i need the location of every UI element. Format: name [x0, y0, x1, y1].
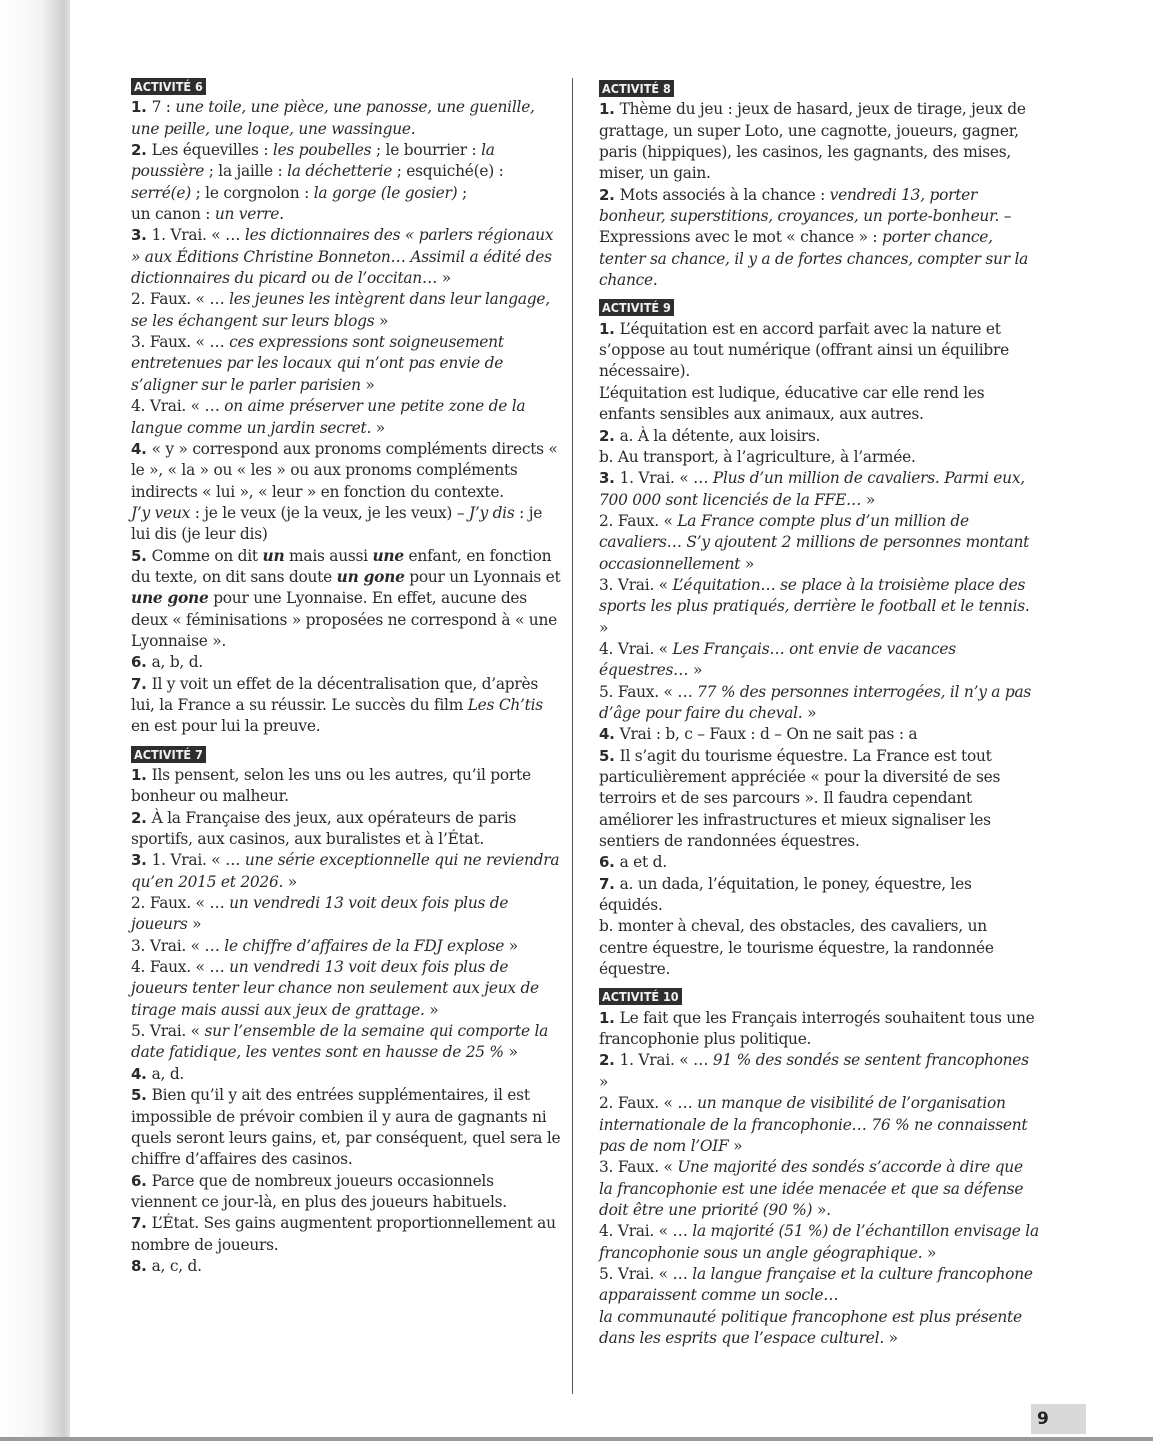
quote-text: 77 % des personnes interrogées, il n’y a pas d’âge pour faire du cheval.	[599, 682, 1032, 722]
answer-item	[599, 874, 1039, 981]
quote-text: on aime préserver une petite zone de la langue comme un jardin secret.	[131, 397, 526, 437]
answer-text: »	[599, 1072, 609, 1091]
answer-item	[599, 319, 1039, 426]
answer-item	[599, 511, 1039, 575]
answer-item	[599, 1157, 1039, 1221]
answer-item	[131, 97, 563, 140]
item-number: 1.	[599, 319, 620, 338]
item-number: 6.	[131, 1171, 152, 1190]
answer-item	[131, 225, 563, 289]
item-number: 3.	[131, 851, 152, 870]
answer-item	[131, 546, 563, 653]
answer-text: 1. Vrai. « …	[151, 851, 245, 870]
answer-item	[131, 1256, 563, 1277]
answer-text: 4. Vrai. «	[599, 639, 673, 658]
quote-text: un verre.	[214, 205, 284, 224]
answer-text: Comme on dit	[151, 546, 263, 565]
quote-text: les dictionnaires des « parlers régionaux » aux Éditions Christine Bonneton… Assimil a édité des dictionnaires du picard ou de l’occitan…	[131, 226, 554, 288]
answer-text: ; le bourrier :	[371, 141, 482, 160]
answer-text: »	[283, 872, 297, 891]
answer-item	[599, 468, 1039, 511]
activity-section	[131, 76, 563, 738]
answer-text: L’État. Ses gains augmentent proportionnellement au nombre de joueurs.	[131, 1214, 556, 1254]
activity-badge: ACTIVITÉ 10	[599, 988, 682, 1005]
quote-text: Une majorité des sondés s’accorde à dire que la francophonie est une idée menacée et que sa défense doit être une priorité (90 %)	[599, 1158, 1024, 1219]
answer-item	[131, 652, 563, 673]
quote-text: un vendredi 13 voit deux fois plus de joueurs tenter leur chance non seulement aux jeux de tirage mais aussi aux jeux de grattage.	[131, 958, 539, 1019]
item-number: 6.	[599, 853, 620, 872]
quote-text: J’y veux	[131, 503, 191, 522]
answer-text: »	[437, 269, 451, 288]
answer-item	[599, 185, 1039, 292]
answer-text: Il y voit un effet de la décentralisation que, d’après lui, la France a su réussir. Le succès du film	[131, 674, 539, 714]
answer-text: À la Française des jeux, aux opérateurs de paris sportifs, aux casinos, aux buralistes et à l’État.	[131, 808, 517, 849]
column-divider	[572, 78, 573, 1394]
item-number: 1.	[131, 98, 152, 117]
quote-text: une série exceptionnelle qui ne reviendra qu’en 2015 et 2026.	[131, 851, 560, 891]
answer-item	[131, 332, 563, 396]
quote-text: la gorge (le gosier)	[313, 183, 458, 202]
quote-text: Plus d’un million de cavaliers. Parmi eux, 700 000 sont licenciés de la FFE…	[599, 469, 1025, 509]
answer-item	[599, 1008, 1039, 1051]
quote-text: serré(e)	[131, 183, 191, 202]
activity-badge: ACTIVITÉ 6	[131, 78, 206, 95]
activity-section	[131, 744, 563, 1278]
answer-item	[599, 575, 1039, 639]
quote-text: les jeunes les intègrent dans leur langage, se les échangent sur leurs blogs	[131, 290, 550, 330]
answer-text: »	[424, 1000, 439, 1019]
answer-item	[131, 289, 563, 332]
item-number: 5.	[131, 546, 152, 565]
quote-text: la déchetterie	[287, 162, 393, 181]
answer-item	[131, 765, 563, 808]
answer-text: Bien qu’il y ait des entrées supplémentaires, il est impossible de prévoir combien il y aura de gagnants ni quels seront leurs gains, et, par conséquent, quel sera le chiffre d’affaires des casinos.	[131, 1086, 561, 1169]
item-number: 7.	[131, 1214, 152, 1233]
answer-text: 5. Vrai. « …	[599, 1264, 693, 1283]
answer-text: pour une Lyonnaise. En effet, aucune des deux « féminisations » proposées ne correspond à « une Lyonnaise ».	[131, 589, 557, 650]
answer-text: L’équitation est ludique, éducative car elle rend les enfants sensibles aux animaux, aux autres.	[599, 383, 985, 424]
item-number: 5.	[599, 746, 620, 765]
answer-text: 4. Vrai. « …	[599, 1222, 693, 1241]
answer-text: »	[503, 1043, 518, 1062]
activity-badge: ACTIVITÉ 7	[131, 746, 206, 763]
quote-text: Les Français… ont envie de vacances équestres…	[599, 639, 956, 680]
quote-text: vendredi 13, porter bonheur, superstitions, croyances, un porte-bonheur.	[599, 185, 1000, 226]
answer-text: »	[504, 936, 518, 955]
quote-text: Les Ch’tis	[467, 695, 543, 714]
item-number: 2.	[599, 185, 620, 204]
quote-text: la majorité (51 %) de l’échantillon envisage la francophonie sous un angle géographique.	[599, 1222, 1039, 1262]
emphasis-text: un	[262, 546, 285, 565]
quote-text: la langue française et la culture francophone apparaissent comme un socle…	[599, 1264, 1033, 1305]
answer-text: »	[688, 661, 703, 680]
answer-item	[599, 682, 1039, 725]
quote-text: les poubelles	[272, 141, 372, 160]
answer-text: 3. Faux. « …	[131, 333, 230, 352]
answer-text: Il s’agit du tourisme équestre. La France est tout particulièrement appréciée « pour la diversité de ses terroirs et de ses parcours ». Il faudra cependant améliorer les infrastructures et mieux signaliser les sentiers de randonnées équestres.	[599, 746, 1001, 851]
answer-text: Parce que de nombreux joueurs occasionnels viennent ce jour-là, en plus des joueurs habituels.	[131, 1171, 507, 1211]
activity-badge: ACTIVITÉ 9	[599, 299, 674, 316]
answer-text: 5. Vrai. «	[131, 1022, 205, 1041]
answer-item	[131, 808, 563, 851]
answer-text: »	[740, 554, 755, 573]
answer-text: 5. Faux. « …	[599, 682, 698, 701]
item-number: 3.	[599, 469, 620, 488]
answer-text: 2. Faux. « …	[131, 290, 230, 309]
answer-text: mais aussi	[284, 546, 373, 565]
item-number: 2.	[131, 808, 152, 827]
answer-item	[131, 1213, 563, 1256]
activity-badge: ACTIVITÉ 8	[599, 80, 674, 97]
answer-text: – Expressions avec le mot « chance » :	[599, 207, 1012, 247]
item-number: 1.	[131, 766, 152, 784]
answer-text: ».	[812, 1200, 831, 1219]
answer-item	[131, 140, 563, 225]
answer-item	[131, 936, 563, 957]
binding-gutter	[0, 0, 70, 1441]
answer-item	[599, 426, 1039, 469]
answer-item	[131, 1085, 563, 1170]
answer-item	[599, 852, 1039, 873]
item-number: 1.	[599, 100, 620, 119]
quote-text: porter chance, tenter sa chance, il y a de fortes chances, compter sur la chance.	[599, 228, 1029, 290]
item-number: 7.	[131, 674, 152, 693]
answer-text: Vrai : b, c – Faux : d – On ne sait pas : a	[619, 725, 918, 744]
activity-section	[599, 986, 1039, 1349]
item-number: 3.	[131, 226, 152, 245]
answer-text: »	[802, 703, 817, 722]
answer-text: b. Au transport, à l’agriculture, à l’armée.	[599, 447, 916, 466]
quote-text: 91 % des sondés se sentent francophones	[712, 1051, 1029, 1070]
answer-text: Mots associés à la chance :	[619, 185, 830, 204]
answer-item	[131, 1171, 563, 1214]
answer-text: ; esquiché(e) :	[392, 162, 504, 181]
left-column	[131, 76, 563, 1281]
answer-text: : je le veux (je la veux, je les veux) –	[190, 503, 469, 522]
answer-text: 4. Vrai. « …	[131, 397, 225, 416]
answer-text: a, d.	[151, 1064, 185, 1083]
answer-item	[599, 639, 1039, 682]
answer-text: a. un dada, l’équitation, le poney, équestre, les équidés.	[599, 874, 972, 915]
answer-text: 3. Vrai. «	[599, 575, 673, 594]
answer-item	[131, 1021, 563, 1064]
answer-text: 2. Faux. «	[599, 511, 678, 530]
answer-item	[131, 893, 563, 936]
page-bottom-edge	[0, 1437, 1153, 1441]
answer-text: b. monter à cheval, des obstacles, des cavaliers, un centre équestre, le tourisme équestre, la randonnée équestre.	[599, 917, 994, 979]
item-number: 2.	[599, 1051, 620, 1070]
answer-item	[599, 1221, 1039, 1264]
quote-text: le chiffre d’affaires de la FDJ explose	[224, 936, 505, 955]
answer-text: ; la jaille :	[204, 162, 288, 181]
answer-text: enfant, en fonction du texte, on dit sans doute	[131, 546, 552, 586]
answer-item	[131, 674, 563, 738]
answer-item	[599, 1050, 1039, 1093]
item-number: 1.	[599, 1008, 620, 1027]
quote-text: la communauté politique francophone est plus présente dans les esprits que l’espace culturel.	[599, 1307, 1022, 1347]
quote-text: L’équitation… se place à la troisième place des sports les plus pratiqués, derrière le football et le tennis.	[599, 575, 1030, 616]
answer-item	[599, 746, 1039, 853]
emphasis-text: une	[372, 546, 404, 565]
answer-text: L’équitation est en accord parfait avec la nature et s’oppose au tout numérique (offrant ainsi un équilibre nécessaire).	[599, 319, 1009, 381]
answer-text: un canon :	[131, 205, 215, 224]
answer-text: pour un Lyonnais et	[404, 567, 561, 586]
answer-text: en est pour lui la preuve.	[131, 717, 321, 736]
answer-text: a, b, d.	[151, 653, 203, 672]
item-number: 2.	[599, 426, 620, 445]
answer-text: ;	[457, 183, 467, 202]
answer-text: »	[861, 490, 876, 509]
answer-text: »	[187, 915, 202, 934]
answer-text: »	[371, 418, 385, 437]
item-number: 4.	[131, 439, 152, 458]
answer-text: Le fait que les Français interrogés souhaitent tous une francophonie plus politique.	[599, 1008, 1035, 1049]
quote-text: J’y dis	[468, 503, 515, 522]
quote-text: un vendredi 13 voit deux fois plus de joueurs	[131, 894, 509, 934]
activity-section	[599, 297, 1039, 980]
answer-text: »	[883, 1328, 898, 1347]
page-number: 9	[1031, 1404, 1086, 1434]
answer-text: 3. Vrai. « …	[131, 936, 225, 955]
answer-item	[131, 850, 563, 893]
quote-text: une toile, une pièce, une panosse, une guenille, une peille, une loque, une wassingue.	[131, 98, 535, 138]
answer-item	[131, 439, 563, 546]
answer-item	[131, 396, 563, 439]
answer-item	[131, 957, 563, 1021]
answer-text: »	[599, 618, 609, 637]
answer-text: 1. Vrai. « …	[619, 469, 713, 488]
answer-text: a. À la détente, aux loisirs.	[619, 426, 821, 445]
answer-item	[131, 1064, 563, 1085]
answer-text: a, c, d.	[151, 1256, 202, 1275]
quote-text: un manque de visibilité de l’organisation internationale de la francophonie… 76 % ne connaissent pas de nom l’OIF	[599, 1094, 1028, 1155]
answer-item	[599, 724, 1039, 745]
answer-text: »	[374, 311, 389, 330]
answer-text: a et d.	[619, 853, 667, 872]
answer-text: « y » correspond aux pronoms compléments directs « le », « la » ou « les » ou aux pronoms compléments indirects « lui », « leur » en fonction du contexte.	[131, 439, 558, 501]
answer-text: 1. Vrai. « …	[619, 1051, 713, 1070]
emphasis-text: un gone	[336, 567, 405, 586]
answer-text: »	[922, 1243, 937, 1262]
answer-item	[599, 1093, 1039, 1157]
item-number: 8.	[131, 1256, 152, 1275]
answer-text: »	[728, 1136, 743, 1155]
answer-text: Les équevilles :	[151, 141, 273, 160]
answer-item	[599, 1264, 1039, 1349]
answer-text: Ils pensent, selon les uns ou les autres, qu’il porte bonheur ou malheur.	[131, 766, 531, 806]
quote-text: la poussière	[131, 141, 495, 181]
answer-text: 2. Faux. « …	[599, 1094, 698, 1113]
quote-text: La France compte plus d’un million de cavaliers… S’y ajoutent 2 millions de personnes montant occasionnellement	[599, 511, 1030, 573]
emphasis-text: une gone	[131, 589, 209, 608]
right-column	[599, 78, 1039, 1353]
answer-text: »	[360, 375, 375, 394]
answer-text: 2. Faux. « …	[131, 894, 230, 913]
item-number: 4.	[131, 1064, 152, 1083]
quote-text: sur l’ensemble de la semaine qui comporte la date fatidique, les ventes sont en hausse de 25 %	[131, 1022, 549, 1062]
answer-text: ; le corgnolon :	[190, 183, 314, 202]
item-number: 6.	[131, 653, 152, 672]
item-number: 7.	[599, 874, 620, 893]
item-number: 4.	[599, 725, 620, 744]
answer-text: 3. Faux. «	[599, 1158, 678, 1177]
answer-text: 4. Faux. « …	[131, 958, 230, 977]
answer-text: 7 :	[151, 98, 176, 117]
answer-item	[599, 99, 1039, 184]
activity-section	[599, 78, 1039, 291]
item-number: 5.	[131, 1086, 152, 1105]
answer-text: 1. Vrai. « …	[151, 226, 245, 245]
quote-text: ces expressions sont soigneusement entretenues par les locaux qui n’ont pas envie de s’aligner sur le parler parisien	[131, 333, 504, 394]
answer-text: Thème du jeu : jeux de hasard, jeux de tirage, jeux de grattage, un super Loto, une cagnotte, joueurs, gagner, paris (hippiques), les casinos, les gagnants, des mises, miser, un gain.	[599, 100, 1026, 183]
answer-text: : je lui dis (je leur dis)	[131, 503, 543, 544]
item-number: 2.	[131, 141, 152, 160]
